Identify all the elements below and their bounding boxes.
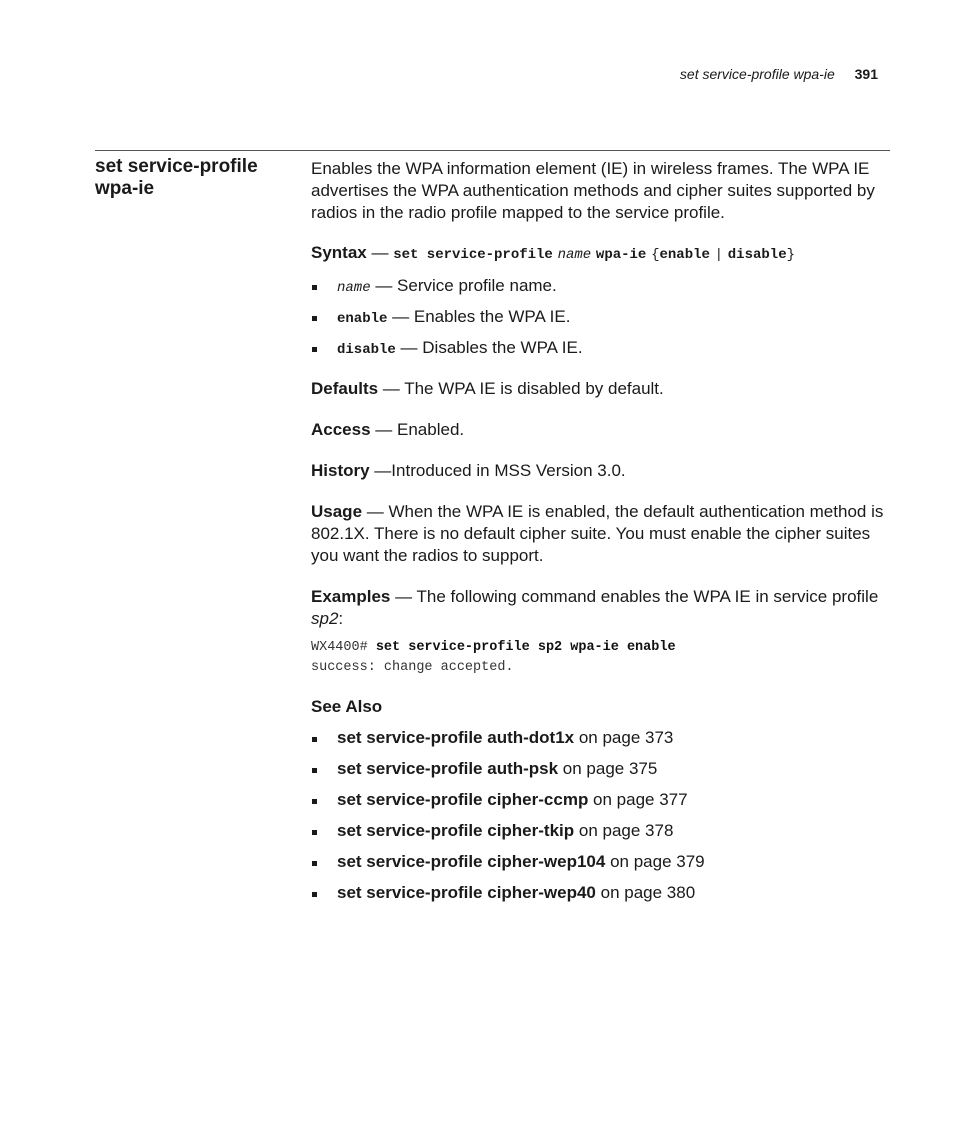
syntax-pipe: |: [714, 247, 724, 263]
code-command: set service-profile sp2 wpa-ie enable: [375, 640, 676, 655]
see-also-item[interactable]: [311, 820, 891, 851]
see-also-list: [311, 727, 891, 913]
usage-label: Usage: [311, 502, 363, 521]
see-also-ref: on page 380: [595, 883, 696, 902]
see-also-item[interactable]: [311, 727, 891, 758]
syntax-sep: —: [366, 243, 394, 262]
examples: [311, 586, 891, 630]
list-item: [311, 275, 891, 306]
defaults-text: — The WPA IE is disabled by default.: [378, 379, 664, 398]
see-also-link[interactable]: set service-profile auth-psk: [337, 759, 559, 778]
param-term: enable: [337, 311, 388, 327]
see-also-link[interactable]: set service-profile cipher-wep40: [337, 883, 596, 902]
param-term: name: [337, 280, 371, 296]
usage: [311, 501, 891, 567]
see-also-ref: on page 373: [574, 728, 674, 747]
see-also-ref: on page 377: [588, 790, 688, 809]
running-header: [680, 66, 878, 82]
examples-label: Examples: [311, 587, 391, 606]
examples-colon: :: [338, 609, 344, 628]
list-item: [311, 306, 891, 337]
defaults-label: Defaults: [311, 379, 379, 398]
param-term: disable: [337, 342, 396, 358]
syntax-arg: name: [557, 247, 592, 263]
see-also-ref: on page 379: [605, 852, 705, 871]
history: [311, 460, 891, 482]
see-also-link[interactable]: set service-profile cipher-wep104: [337, 852, 606, 871]
examples-profile: sp2: [311, 609, 339, 628]
usage-text: — When the WPA IE is enabled, the default authentication method is 802.1X. There is no default cipher suite. You must enable the cipher suites you want the radios to support.: [311, 502, 884, 565]
see-also-link[interactable]: set service-profile auth-dot1x: [337, 728, 575, 747]
page-number: 391: [854, 66, 878, 82]
syntax-option-enable: enable: [659, 247, 710, 263]
section-title: set service-profile wpa-ie: [95, 156, 258, 199]
access-text: — Enabled.: [370, 420, 465, 439]
parameter-list: [311, 275, 891, 368]
param-desc: — Enables the WPA IE.: [387, 307, 571, 326]
defaults: [311, 378, 891, 400]
syntax-command: set service-profile: [393, 247, 553, 263]
history-label: History: [311, 461, 370, 480]
syntax-label: Syntax: [311, 243, 367, 262]
access-label: Access: [311, 420, 371, 439]
list-item: [311, 337, 891, 368]
header-title: set service-profile wpa-ie: [679, 66, 835, 82]
section-divider: [95, 150, 890, 151]
see-also-ref: on page 378: [574, 821, 674, 840]
syntax-option-disable: disable: [727, 247, 787, 263]
history-text: —Introduced in MSS Version 3.0.: [369, 461, 626, 480]
see-also-link[interactable]: set service-profile cipher-tkip: [337, 821, 575, 840]
syntax-open-brace: {: [651, 247, 660, 263]
code-output: success: change accepted.: [311, 660, 514, 675]
see-also-heading: See Also: [311, 697, 383, 716]
code-example: [311, 638, 891, 678]
access: [311, 419, 891, 441]
examples-text: — The following command enables the WPA IE in service profile: [390, 587, 879, 606]
see-also-item[interactable]: [311, 789, 891, 820]
content-column: [311, 158, 891, 913]
see-also-item[interactable]: [311, 882, 891, 913]
param-desc: — Service profile name.: [370, 276, 557, 295]
see-also-item[interactable]: [311, 851, 891, 882]
syntax-close-brace: }: [786, 247, 795, 263]
param-desc: — Disables the WPA IE.: [395, 338, 583, 357]
description: Enables the WPA information element (IE) in wireless frames. The WPA IE advertises the WPA authentication methods and cipher suites supported by radios in the radio profile mapped to the service profile.: [311, 159, 875, 222]
see-also-ref: on page 375: [558, 759, 658, 778]
syntax-line: [311, 242, 891, 266]
see-also-item[interactable]: [311, 758, 891, 789]
see-also-link[interactable]: set service-profile cipher-ccmp: [337, 790, 589, 809]
syntax-command-2: wpa-ie: [595, 247, 647, 263]
code-prompt: WX4400#: [311, 640, 376, 655]
